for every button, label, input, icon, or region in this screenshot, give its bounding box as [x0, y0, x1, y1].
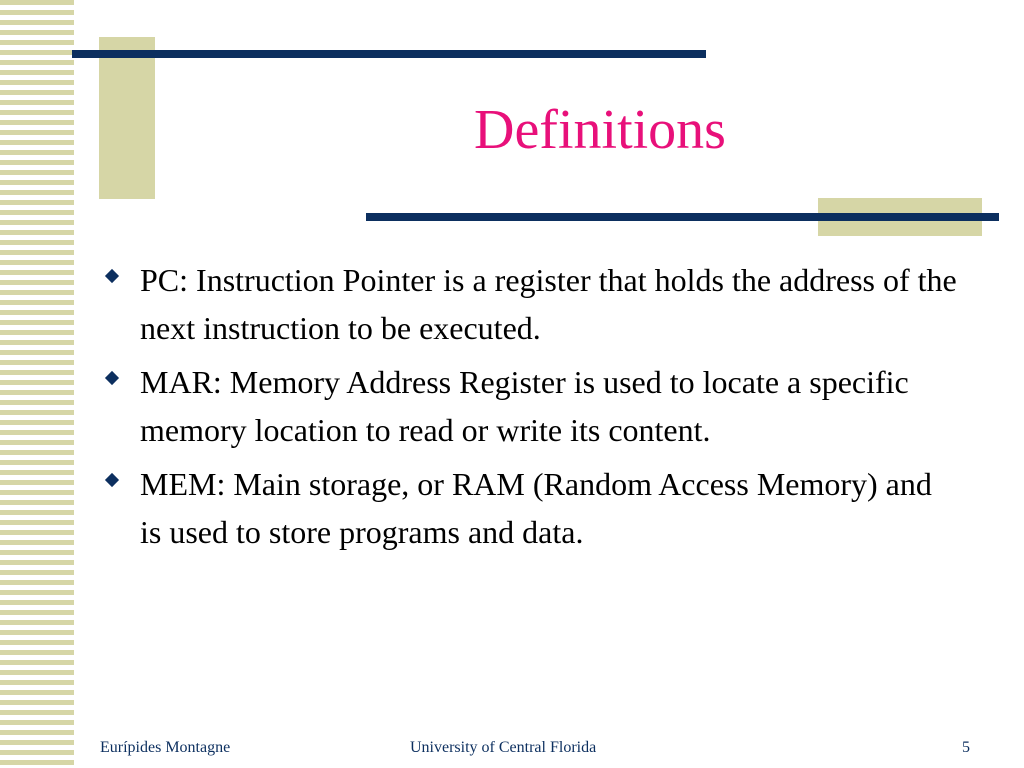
decorative-rule-bottom — [366, 213, 999, 221]
bullet-item-mar — [100, 358, 960, 454]
diamond-bullet-icon — [105, 473, 119, 487]
bullet-item-mem — [100, 460, 960, 556]
bullet-text: PC: Instruction Pointer is a register that holds the address of the next instruction to be executed. — [140, 262, 957, 346]
diamond-bullet-icon — [105, 371, 119, 385]
bullet-text: MAR: Memory Address Register is used to locate a specific memory location to read or write its content. — [140, 364, 909, 448]
footer-page-number: 5 — [962, 739, 970, 756]
bullet-text: MEM: Main storage, or RAM (Random Access Memory) and is used to store programs and data. — [140, 466, 932, 550]
footer-author: Eurípides Montagne — [100, 739, 231, 756]
footer-university: University of Central Florida — [410, 739, 597, 756]
decorative-rule-top — [72, 50, 706, 58]
left-striped-band — [0, 0, 74, 768]
bullet-list — [100, 256, 960, 562]
diamond-bullet-icon — [105, 269, 119, 283]
decorative-block-top — [99, 37, 155, 199]
slide-title: Definitions — [474, 99, 726, 161]
bullet-item-pc — [100, 256, 960, 352]
